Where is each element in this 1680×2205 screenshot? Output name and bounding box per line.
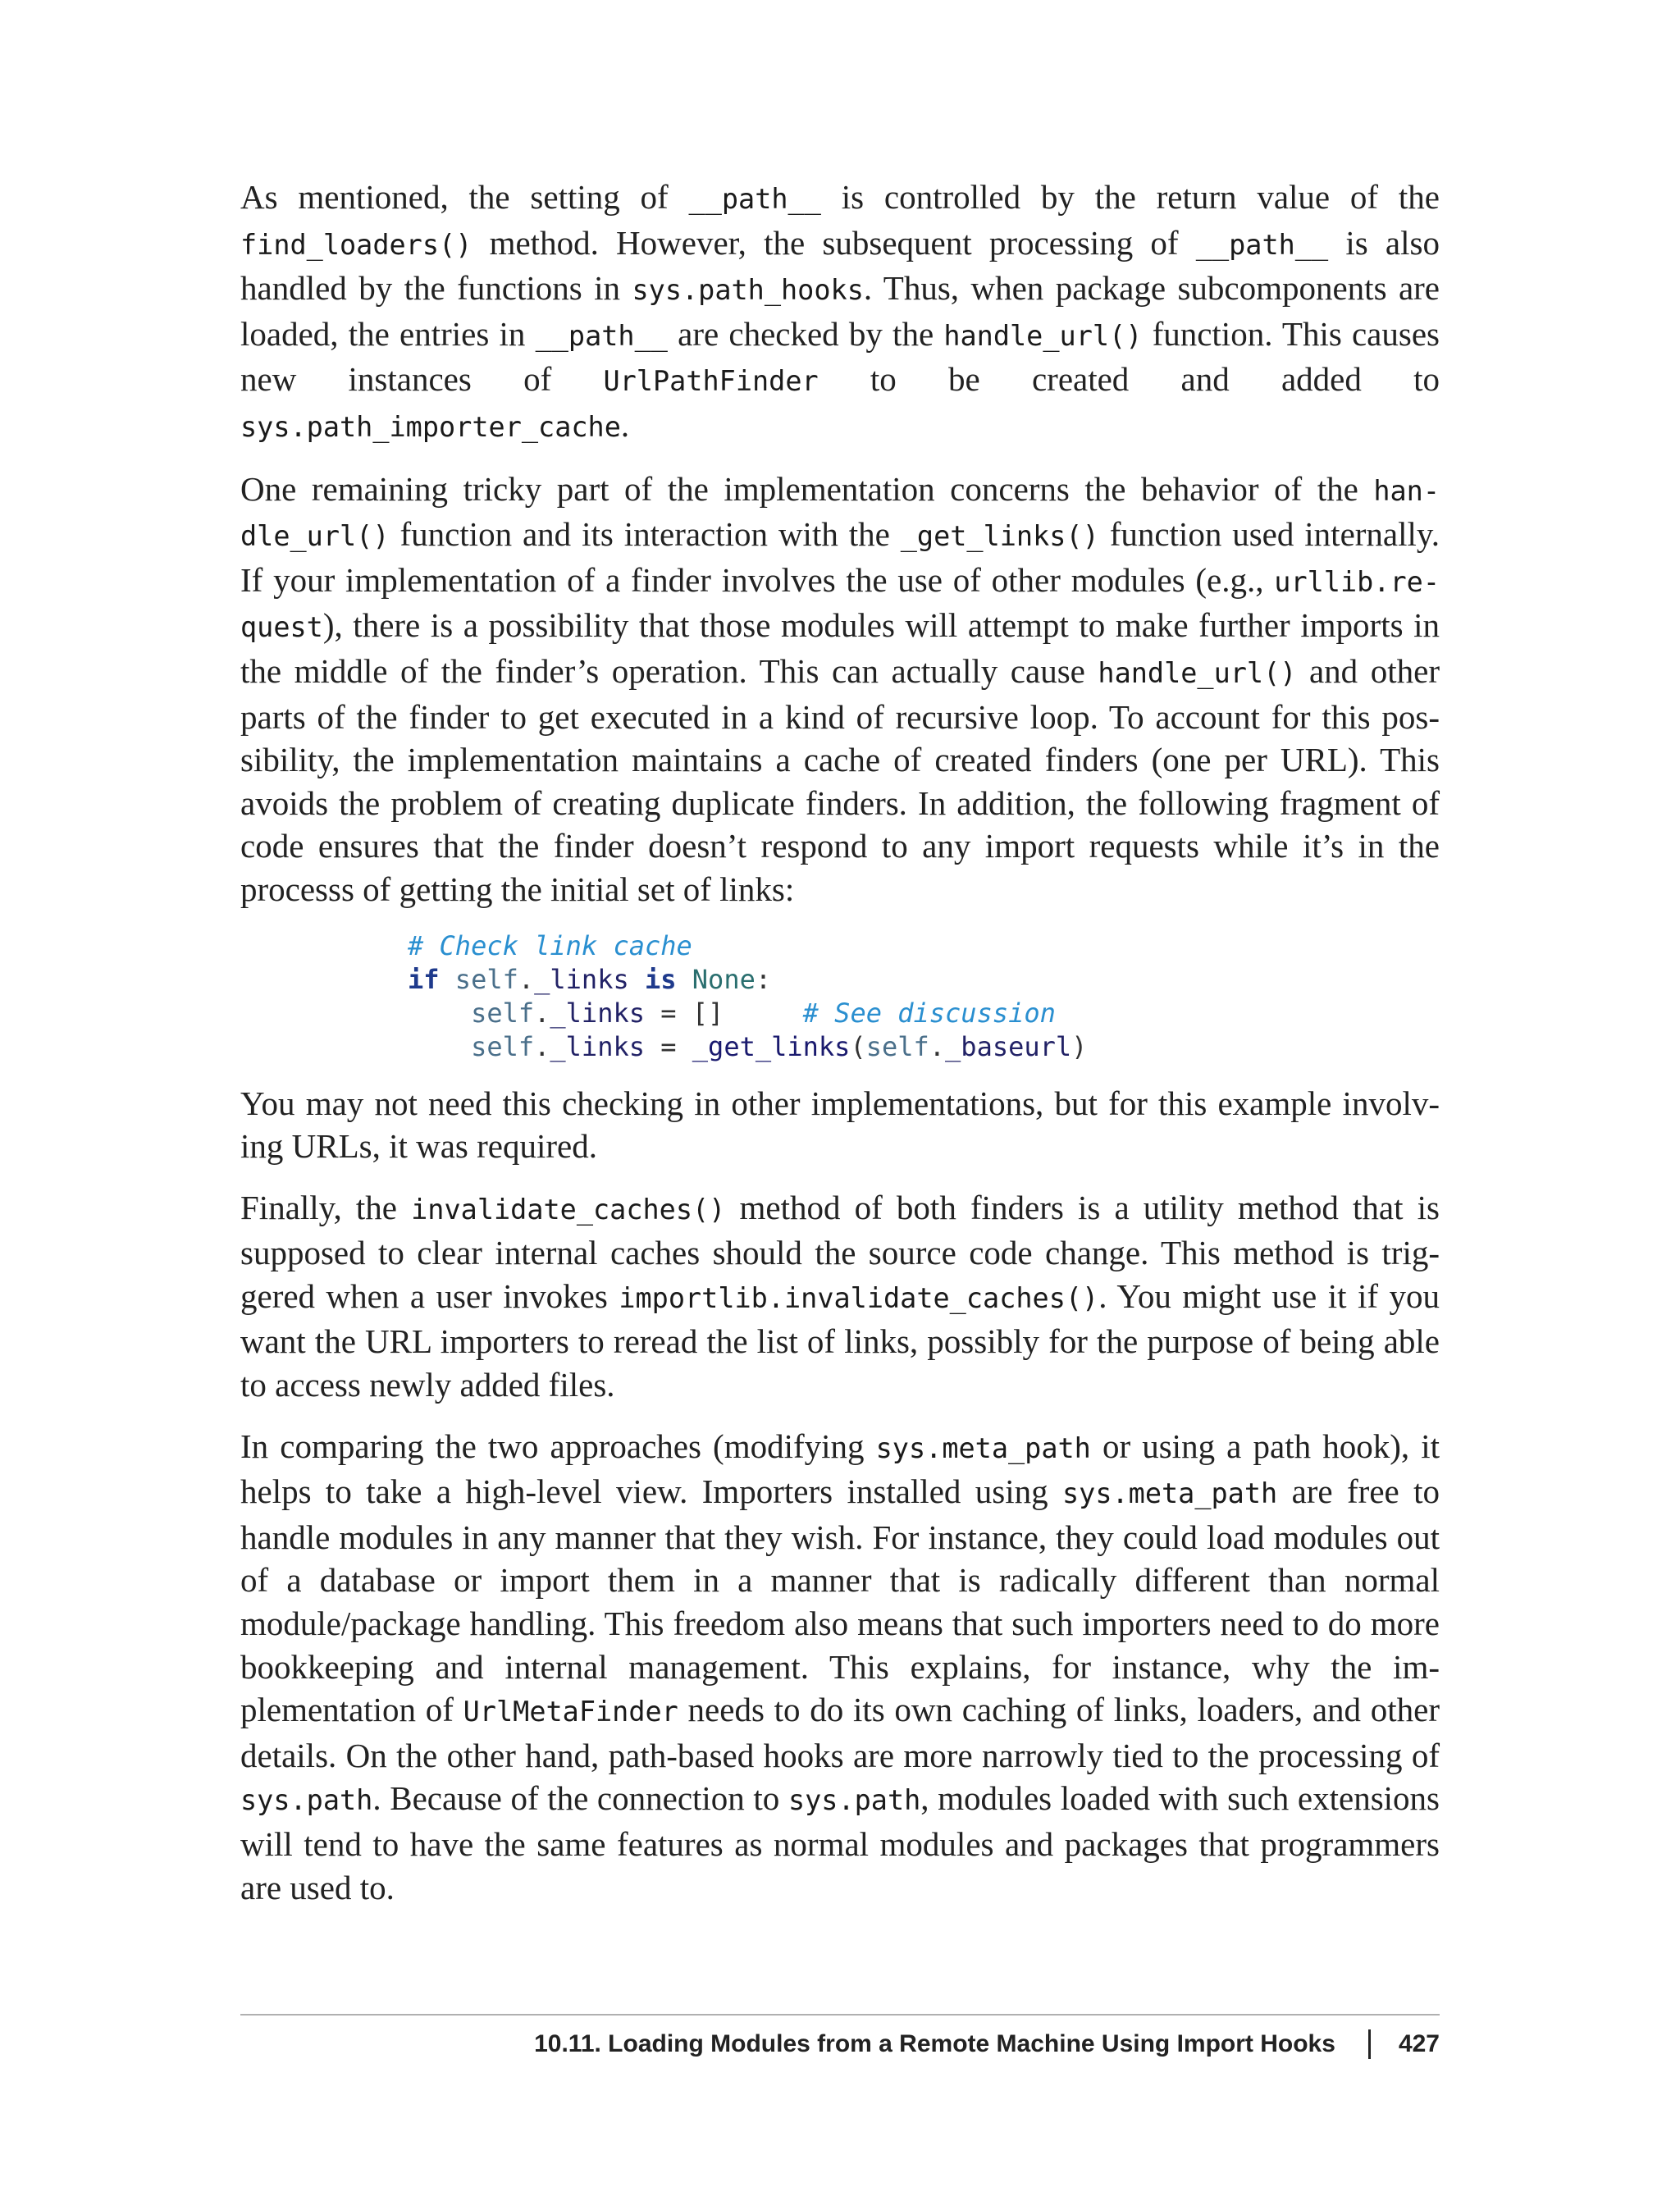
text-run: In comparing the two approaches (modifying [240, 1427, 876, 1465]
code-dot: . [534, 997, 550, 1029]
code-links-attr: _links [550, 997, 645, 1029]
text-run: One remaining tricky part of the implementation concerns the behavior of the [240, 469, 1374, 508]
inline-code: urllib.request [240, 565, 1440, 644]
code-dot: . [518, 963, 535, 995]
inline-code: invalidate_caches() [411, 1193, 726, 1226]
paragraph-5 [240, 1425, 1440, 1910]
text-run: method. However, the subsequent processing of [472, 223, 1196, 262]
text-run: method of both finders is a utility method that is supposed to clear internal caches should the source code change. This method is triggered when a user invokes [240, 1188, 1440, 1315]
page-number: 427 [1398, 2030, 1440, 2057]
code-dot: . [929, 1030, 946, 1062]
inline-code: __path__ [1195, 228, 1329, 261]
code-get-links-call: _get_links [692, 1030, 851, 1062]
inline-code: UrlPathFinder [603, 365, 819, 398]
text-run: or using a path hook), it helps to take a high-level view. Importers installed using [240, 1427, 1440, 1511]
footer-section-title: 10.11. Loading Modules from a Remote Machine Using Import Hooks [534, 2030, 1335, 2057]
text-run: function. This causes new instances of [240, 314, 1440, 399]
code-links-attr: _links [550, 1030, 645, 1062]
code-paren-close: ) [1071, 1030, 1088, 1062]
inline-code: __path__ [688, 183, 821, 215]
inline-code: handle_url() [240, 474, 1440, 553]
inline-code: find_loaders() [240, 228, 472, 261]
inline-code: handle_url() [1098, 656, 1297, 689]
code-paren-open: ( [850, 1030, 866, 1062]
inline-code: sys.path_hooks [632, 274, 864, 307]
text-run: to be created and added to [818, 360, 1440, 399]
code-none: None [692, 963, 756, 995]
code-comment-check-link-cache: # Check link cache [408, 929, 692, 961]
code-comment-see-discussion: # See discussion [802, 997, 1056, 1029]
code-assign: = [644, 1030, 692, 1062]
paragraph-4 [240, 1186, 1440, 1407]
page-footer [534, 2029, 1440, 2059]
inline-code: _get_links() [900, 520, 1099, 553]
code-keyword-if: if [408, 963, 440, 995]
page-body [240, 176, 1440, 1927]
text-run: . You might use it if you want the URL importers to reread the list of links, possibly for the purpose of being able to access newly added files. [240, 1276, 1440, 1404]
code-colon: : [755, 963, 772, 995]
text-run: . Thus, when package subcomponents are loaded, the entries in [240, 269, 1440, 353]
code-assign: = [644, 997, 692, 1029]
paragraph-2 [240, 468, 1440, 911]
code-self: self [454, 963, 518, 995]
text-run: You may not need this checking in other implementations, but for this example involving URLs, it was required. [240, 1084, 1440, 1166]
code-keyword-is: is [644, 963, 677, 995]
inline-code: UrlMetaFinder [463, 1696, 678, 1728]
text-run: . [620, 405, 630, 444]
paragraph-3 [240, 1082, 1440, 1168]
text-run: As mentioned, the setting of [240, 178, 689, 216]
code-self: self [471, 997, 535, 1029]
text-run: , modules loaded with such extensions will tend to have the same features as normal modules and packages that programmers are used to. [240, 1779, 1440, 1906]
text-run: Finally, the [240, 1188, 412, 1226]
text-run: . Because of the connection to [372, 1779, 788, 1818]
inline-code: sys.path_importer_cache [240, 410, 621, 443]
inline-code: sys.path [788, 1784, 921, 1817]
code-empty-list: [] [692, 997, 724, 1029]
text-run: ), there is a possibility that those modules will attempt to make further imports in the middle of the finder’s operation. This can actually cause [240, 606, 1440, 690]
text-run: function used internally. If your implementation of a finder involves the use of other modules (e.g., [240, 515, 1440, 599]
paragraph-1 [240, 176, 1440, 450]
inline-code: __path__ [535, 319, 668, 352]
code-baseurl-attr: _baseurl [945, 1030, 1072, 1062]
code-links-attr: _links [534, 963, 629, 995]
text-run: are checked by the [667, 314, 944, 353]
inline-code: handle_url() [943, 319, 1143, 352]
inline-code: sys.path [240, 1784, 373, 1817]
text-run: is also handled by the functions in [240, 223, 1440, 308]
text-run: is controlled by the return value of the [820, 178, 1440, 216]
text-run: are free to handle modules in any manner that they wish. For instance, they could load modules out of a database or import them in a manner that is radically different than normal module/package handling. This freedom also means that such importers need to do more bookkeeping and internal management. This explains, for instance, why the implementation of [240, 1472, 1440, 1729]
text-run: needs to do its own caching of links, loaders, and other details. On the other hand, path-based hooks are more narrowly tied to the processing of [240, 1691, 1440, 1774]
footer-rule [240, 2014, 1440, 2016]
code-block [240, 929, 1440, 1064]
code-self: self [865, 1030, 929, 1062]
inline-code: importlib.invalidate_caches() [619, 1281, 1099, 1314]
text-run: function and its interaction with the [389, 515, 901, 554]
code-self: self [471, 1030, 535, 1062]
text-run: and other parts of the finder to get executed in a kind of recursive loop. To account for this possibility, the implementation maintains a cache of created finders (one per URL). This avoids the problem of creating duplicate finders. In addition, the following fragment of code ensures that the finder doesn’t respond to any import requests while it’s in the processs of getting the initial set of links: [240, 651, 1440, 908]
footer-separator [1368, 2029, 1371, 2059]
inline-code: sys.meta_path [875, 1431, 1091, 1464]
inline-code: sys.meta_path [1062, 1477, 1278, 1510]
code-dot: . [534, 1030, 550, 1062]
